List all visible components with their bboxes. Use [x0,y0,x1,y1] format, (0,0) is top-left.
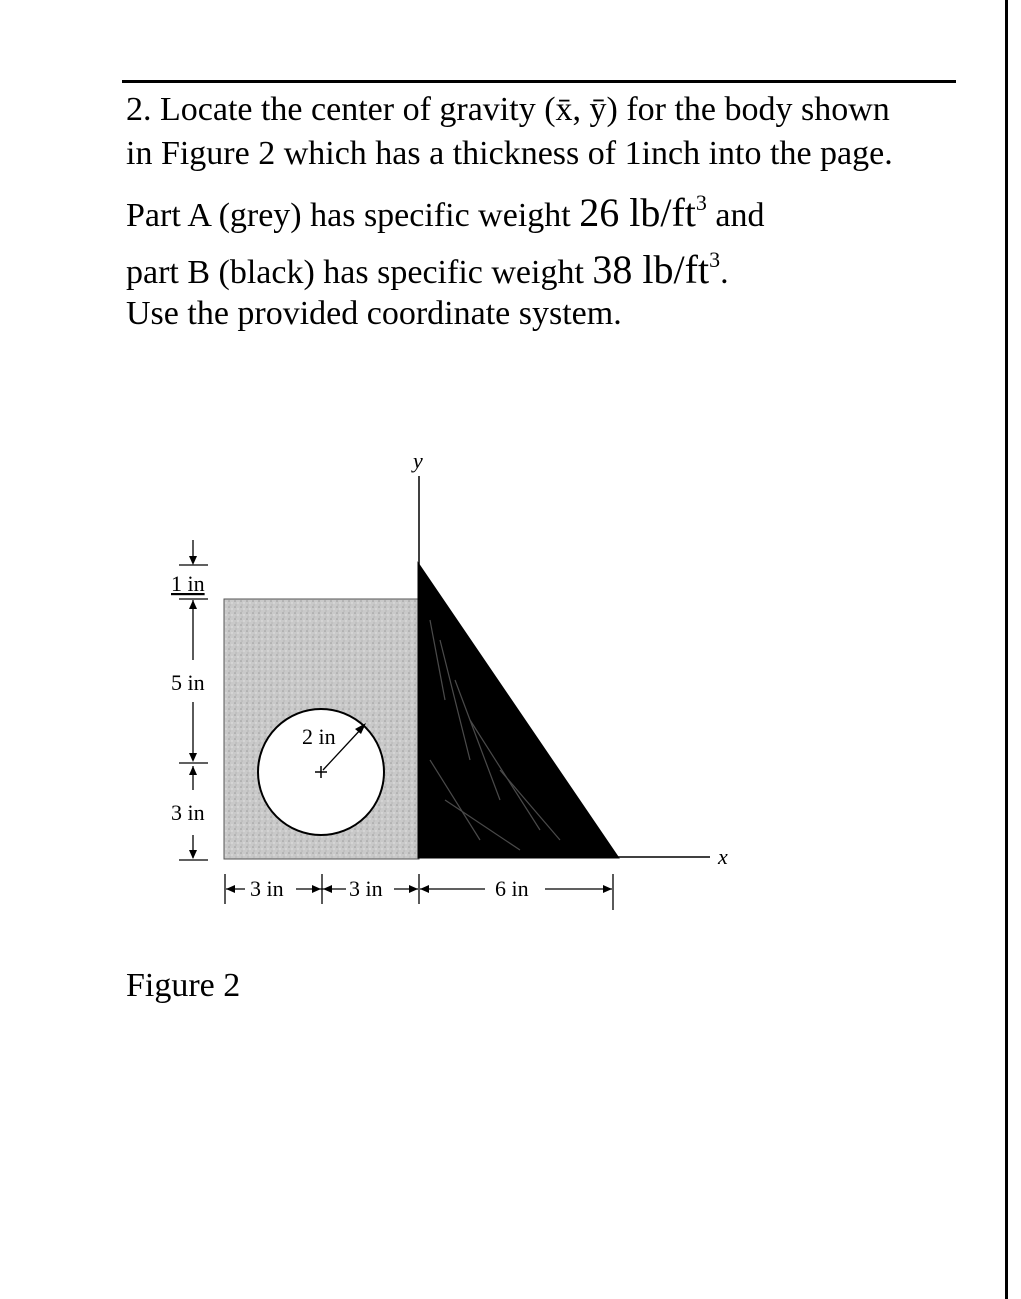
dim-label-3in-bottom-2: 3 in [349,876,383,901]
part-b-text: part B (black) has specific weight [126,254,593,291]
part-b-tail: . [720,254,729,291]
part-a-tail: and [706,197,765,234]
y-axis-label: y [413,448,423,473]
dim-label-3in-bottom-1: 3 in [250,876,284,901]
dim-label-3in-left: 3 in [171,800,205,825]
dim-label-1in: 1 in [171,571,205,596]
part-b-triangle [419,566,617,857]
dim-label-6in: 6 in [495,876,529,901]
x-axis-label: x [718,844,728,869]
dim-label-5in: 5 in [171,670,205,695]
part-a-value: 26 lb/ft [579,190,696,235]
part-a-exponent: 3 [695,190,707,215]
part-b-exponent: 3 [709,247,721,272]
problem-statement: 2. Locate the center of gravity (x̄, ȳ) for the body shown in Figure 2 which has a thickness of 1inch into the page. [126,91,893,172]
figure-caption: Figure 2 [126,967,241,1004]
radius-label: 2 in [302,724,336,749]
part-a-text: Part A (grey) has specific weight [126,197,580,234]
part-b-value: 38 lb/ft [592,247,710,292]
instruction: Use the provided coordinate system. [126,295,622,332]
